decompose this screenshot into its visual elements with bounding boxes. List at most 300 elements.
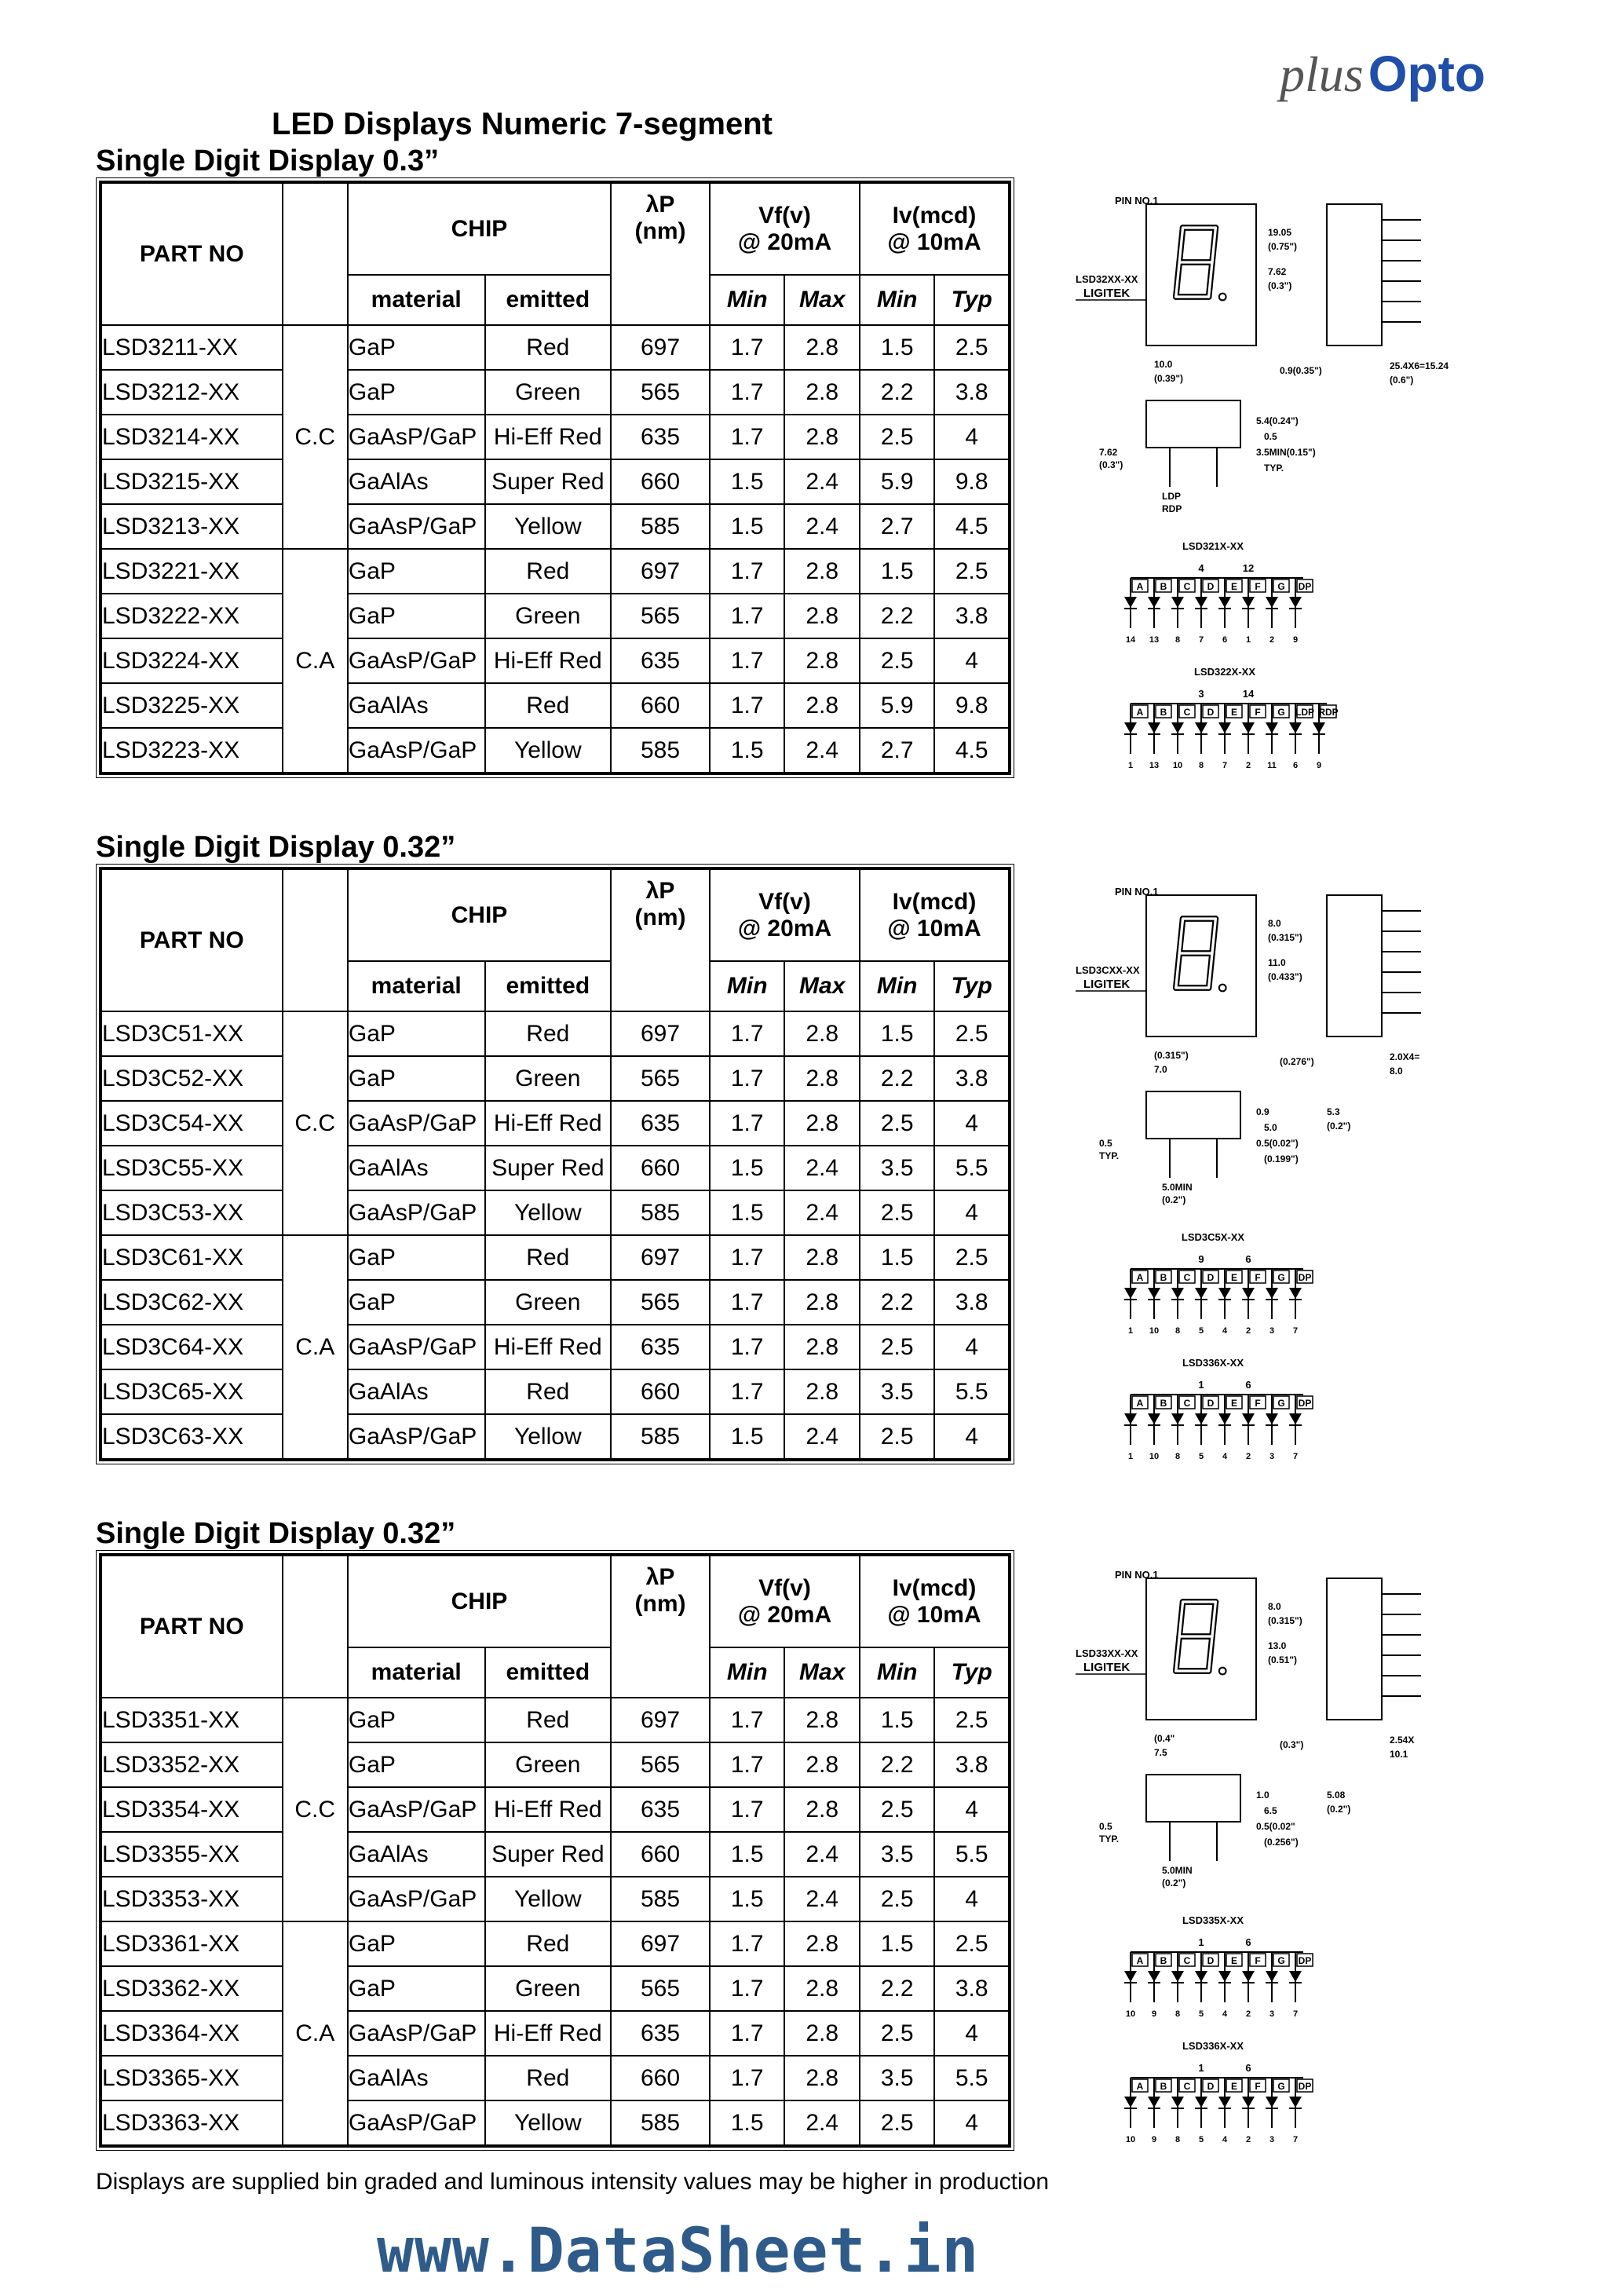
iv-typ: 4 [934, 638, 1010, 683]
vf-max: 2.8 [784, 1056, 859, 1101]
diode-symbol [1242, 1971, 1255, 1982]
diode-symbol [1289, 1288, 1302, 1299]
segment-letter: B [1160, 707, 1167, 718]
pin-number: 3 [1269, 2009, 1275, 2019]
common-pin: 14 [1242, 688, 1255, 700]
diode-symbol [1242, 597, 1255, 608]
common-pin: 1 [1198, 1936, 1204, 1948]
table-row [100, 728, 1010, 773]
dimension-label: 8.0 [1390, 1066, 1403, 1077]
segment-letter: B [1160, 2081, 1167, 2092]
iv-min: 2.5 [860, 1787, 934, 1832]
dimension-label: (0.51") [1268, 1654, 1298, 1665]
pin-number: 1 [1127, 761, 1134, 770]
brand-label: LIGITEK [1083, 1661, 1131, 1674]
dimension-label: 8.0 [1268, 1601, 1281, 1612]
dimension-label: (0.315") [1154, 1050, 1189, 1061]
package-diagram [1068, 188, 1476, 805]
part-number: LSD3C63-XX [100, 1414, 283, 1460]
vf-min: 1.7 [710, 1280, 784, 1325]
diode-symbol [1195, 1971, 1207, 1982]
common-pin: 12 [1242, 562, 1255, 574]
package-bottom-outline [1146, 1091, 1240, 1139]
table-row [100, 1877, 1010, 1921]
dimension-label: (0.2") [1162, 1194, 1186, 1205]
pin-number: 10 [1172, 761, 1183, 770]
segment-letter: D [1207, 1398, 1215, 1409]
segment-letter: A [1136, 707, 1144, 718]
pin-number: 10 [1125, 2135, 1136, 2144]
part-number: LSD3C61-XX [100, 1235, 283, 1280]
iv-typ: 5.5 [934, 1369, 1010, 1414]
diode-symbol [1195, 597, 1207, 608]
diode-symbol [1124, 722, 1137, 733]
emitted-color: Green [485, 370, 611, 415]
dimension-label: 13.0 [1268, 1640, 1287, 1651]
table-row [100, 504, 1010, 549]
dimension-label: 0.9 [1256, 1106, 1269, 1117]
diode-symbol [1289, 2097, 1302, 2108]
emitted-color: Red [485, 325, 611, 370]
col-header-iv [860, 868, 1010, 961]
diode-symbol [1124, 1288, 1137, 1299]
iv-min: 2.5 [860, 1877, 934, 1921]
dimension-label: (0.75") [1268, 241, 1298, 252]
diode-symbol [1289, 1413, 1302, 1424]
segment-letter: D [1207, 1272, 1215, 1283]
segment-letter: DP [1298, 1398, 1312, 1409]
segment-letter: B [1160, 581, 1167, 592]
vf-min: 1.5 [710, 728, 784, 773]
col-header-vf [710, 868, 860, 961]
pin-one-label: PIN NO.1 [1115, 886, 1159, 898]
diode-symbol [1242, 1288, 1255, 1299]
dimension-label: 1.0 [1256, 1790, 1269, 1801]
emitted-color: Green [485, 1966, 611, 2011]
col-header-vf-min: Min [710, 1647, 784, 1698]
vf-min: 1.7 [710, 325, 784, 370]
iv-min: 2.5 [860, 638, 934, 683]
chip-material: GaP [348, 1056, 485, 1101]
dimension-label: (0.276") [1280, 1056, 1314, 1067]
table-row [100, 1235, 1010, 1280]
diode-symbol [1218, 1971, 1231, 1982]
table-row [100, 370, 1010, 415]
brand-logo-opto: Opto [1368, 46, 1485, 102]
chip-material: GaP [348, 1742, 485, 1787]
emitted-color: Red [485, 549, 611, 594]
package-drawing [1068, 1563, 1476, 2175]
pin-one-label: PIN NO.1 [1115, 195, 1159, 207]
dimension-label: 3.5MIN(0.15") [1256, 447, 1316, 458]
part-number: LSD3215-XX [100, 459, 283, 504]
package-drawing [1068, 879, 1476, 1492]
iv-typ: 2.5 [934, 1698, 1010, 1742]
chip-material: GaAsP/GaP [348, 504, 485, 549]
wavelength: 697 [611, 1698, 710, 1742]
col-header-chip: CHIP [348, 1555, 611, 1647]
dimension-label: 7.0 [1154, 1064, 1167, 1075]
iv-min: 1.5 [860, 1011, 934, 1056]
vf-min: 1.7 [710, 370, 784, 415]
segment-letter: C [1183, 1955, 1191, 1966]
diode-symbol [1171, 1288, 1184, 1299]
chip-material: GaAsP/GaP [348, 2011, 485, 2056]
vf-min: 1.5 [710, 1832, 784, 1877]
table-row [100, 1146, 1010, 1190]
vf-max: 2.8 [784, 549, 859, 594]
pin-number: 2 [1245, 2009, 1251, 2019]
dimension-label: 11.0 [1268, 957, 1286, 968]
segment-letter: C [1183, 581, 1191, 592]
vf-min: 1.7 [710, 1966, 784, 2011]
dimension-label: 5.0MIN [1162, 1865, 1193, 1876]
group-label: C.C [283, 325, 348, 549]
iv-typ: 4 [934, 415, 1010, 459]
wavelength: 697 [611, 325, 710, 370]
wavelength: 635 [611, 638, 710, 683]
dimension-label: 5.08 [1327, 1790, 1346, 1801]
iv-min: 2.7 [860, 728, 934, 773]
segment-letter: G [1277, 2081, 1285, 2092]
segment-letter: F [1255, 581, 1261, 592]
part-number: LSD3354-XX [100, 1787, 283, 1832]
pin-number: 8 [1174, 2135, 1181, 2144]
table-row [100, 683, 1010, 728]
pin-number: 8 [1174, 2009, 1181, 2019]
part-number: LSD3352-XX [100, 1742, 283, 1787]
iv-min: 2.2 [860, 1280, 934, 1325]
dp-dot [1219, 294, 1226, 301]
pin-number: 10 [1149, 1452, 1160, 1461]
segment-letter: F [1255, 707, 1261, 718]
dimension-label: 5.0 [1264, 1122, 1277, 1133]
part-number: LSD3211-XX [100, 325, 283, 370]
table-row [100, 1698, 1010, 1742]
pin-number: 6 [1292, 761, 1299, 770]
col-header-part-no: PART NO [100, 1555, 283, 1698]
col-header-iv-min: Min [860, 961, 934, 1011]
segment-letter: D [1207, 581, 1215, 592]
table-row [100, 1742, 1010, 1787]
vf-min: 1.7 [710, 594, 784, 638]
col-header-wavelength-label: λP [645, 878, 675, 904]
wavelength: 585 [611, 1414, 710, 1460]
table-row [100, 2100, 1010, 2146]
iv-min: 2.2 [860, 1056, 934, 1101]
iv-min: 2.5 [860, 1101, 934, 1146]
diode-symbol [1148, 597, 1160, 608]
iv-min: 2.5 [860, 415, 934, 459]
dp-dot [1219, 985, 1226, 992]
dimension-label: 0.5(0.02") [1256, 1138, 1299, 1149]
iv-min: 2.5 [860, 2100, 934, 2146]
iv-min: 3.5 [860, 1832, 934, 1877]
iv-typ: 4 [934, 1325, 1010, 1369]
watermark: www.DataSheet.in [377, 2216, 980, 2287]
col-header-material: material [348, 1647, 485, 1698]
segment-letter: A [1136, 581, 1144, 592]
part-number: LSD3365-XX [100, 2056, 283, 2100]
chip-material: GaAlAs [348, 683, 485, 728]
part-number: LSD3353-XX [100, 1877, 283, 1921]
package-bottom-outline [1146, 400, 1240, 448]
chip-material: GaAsP/GaP [348, 638, 485, 683]
part-number: LSD3351-XX [100, 1698, 283, 1742]
vf-max: 2.8 [784, 2011, 859, 2056]
dimension-label: (0.3") [1099, 459, 1123, 470]
part-number: LSD3213-XX [100, 504, 283, 549]
section-title: Single Digit Display 0.32” [96, 831, 456, 864]
vf-min: 1.7 [710, 1698, 784, 1742]
chip-material: GaAsP/GaP [348, 1877, 485, 1921]
iv-typ: 3.8 [934, 1742, 1010, 1787]
part-number: LSD3214-XX [100, 415, 283, 459]
col-header-iv-min: Min [860, 1647, 934, 1698]
group-label: C.C [283, 1011, 348, 1235]
page-title: LED Displays Numeric 7-segment [272, 107, 773, 141]
diode-symbol [1124, 1413, 1137, 1424]
segment-letter: G [1277, 707, 1285, 718]
segment-letter: D [1207, 1955, 1215, 1966]
pin-number: 6 [1222, 635, 1228, 645]
dimension-label: (0.315") [1268, 1615, 1302, 1626]
emitted-color: Green [485, 1280, 611, 1325]
iv-typ: 9.8 [934, 683, 1010, 728]
table-row [100, 638, 1010, 683]
diode-symbol [1148, 1413, 1160, 1424]
emitted-color: Yellow [485, 1414, 611, 1460]
chip-material: GaP [348, 1235, 485, 1280]
table-row [100, 325, 1010, 370]
emitted-color: Hi-Eff Red [485, 638, 611, 683]
chip-material: GaP [348, 1011, 485, 1056]
table-row [100, 1056, 1010, 1101]
vf-min: 1.5 [710, 504, 784, 549]
segment-letter: DP [1298, 1272, 1312, 1283]
package-side-outline [1327, 1578, 1382, 1720]
chip-material: GaAlAs [348, 1832, 485, 1877]
col-header-wavelength-label: λP [645, 192, 675, 218]
pin-number: 2 [1269, 635, 1275, 645]
dimension-label: (0.199") [1264, 1153, 1299, 1164]
spec-section [96, 1514, 1011, 2148]
segment-letter: F [1255, 2081, 1261, 2092]
emitted-color: Green [485, 594, 611, 638]
pin-number: 8 [1198, 761, 1204, 770]
emitted-color: Hi-Eff Red [485, 1325, 611, 1369]
dimension-label: 0.5 [1264, 431, 1277, 442]
vf-min: 1.7 [710, 2056, 784, 2100]
part-number: LSD3223-XX [100, 728, 283, 773]
model-label: LSD33XX-XX [1076, 1647, 1138, 1659]
part-number: LSD3364-XX [100, 2011, 283, 2056]
iv-min: 3.5 [860, 1369, 934, 1414]
table-row [100, 459, 1010, 504]
emitted-color: Yellow [485, 2100, 611, 2146]
segment-letter: G [1277, 1272, 1285, 1283]
vf-max: 2.8 [784, 2056, 859, 2100]
spec-section [96, 141, 1011, 775]
diode-symbol [1148, 2097, 1160, 2108]
col-header-wavelength-label: λP [645, 1564, 675, 1590]
segment-letter: F [1255, 1272, 1261, 1283]
col-header-iv-label: Iv(mcd) [892, 888, 977, 915]
section-title: Single Digit Display 0.3” [96, 144, 440, 177]
pin-number: 5 [1198, 2009, 1204, 2019]
iv-typ: 4 [934, 2100, 1010, 2146]
segment-letter: G [1277, 1398, 1285, 1409]
wavelength: 660 [611, 683, 710, 728]
col-header-iv-cond: @ 10mA [887, 915, 981, 941]
vf-max: 2.8 [784, 683, 859, 728]
pin-number: 7 [1222, 761, 1228, 770]
diode-symbol [1289, 1971, 1302, 1982]
pin-number: 3 [1269, 1452, 1275, 1461]
diode-symbol [1266, 1288, 1278, 1299]
col-header-iv-label: Iv(mcd) [892, 202, 977, 229]
vf-max: 2.8 [784, 594, 859, 638]
table-row [100, 2056, 1010, 2100]
circuit-name: LSD336X-XX [1182, 1357, 1244, 1369]
diode-symbol [1289, 722, 1302, 733]
vf-min: 1.7 [710, 1369, 784, 1414]
segment-letter: DP [1298, 581, 1312, 592]
col-header-iv-cond: @ 10mA [887, 229, 981, 255]
col-header-wavelength-unit: (nm) [634, 1591, 686, 1617]
pin-number: 13 [1149, 761, 1160, 770]
dimension-label: 7.5 [1154, 1747, 1167, 1758]
spec-table [99, 867, 1011, 1461]
segment-letter: E [1230, 2081, 1238, 2092]
pin-number: 9 [1151, 2009, 1157, 2019]
part-number: LSD3C65-XX [100, 1369, 283, 1414]
col-header-vf-max: Max [784, 961, 859, 1011]
group-label: C.A [283, 1921, 348, 2146]
emitted-color: Super Red [485, 1146, 611, 1190]
emitted-color: Super Red [485, 1832, 611, 1877]
segment-letter: A [1136, 2081, 1144, 2092]
diode-symbol [1242, 2097, 1255, 2108]
emitted-color: Green [485, 1742, 611, 1787]
common-pin: 6 [1245, 1253, 1251, 1265]
col-header-emitted: emitted [485, 1647, 611, 1698]
chip-material: GaAlAs [348, 1369, 485, 1414]
pin-circuit [1124, 1231, 1313, 1336]
common-pin: 6 [1245, 1379, 1251, 1391]
dimension-label: 19.05 [1268, 227, 1292, 238]
vf-min: 1.7 [710, 1742, 784, 1787]
chip-material: GaP [348, 325, 485, 370]
iv-typ: 4 [934, 1877, 1010, 1921]
table-row [100, 549, 1010, 594]
col-header-vf-max: Max [784, 275, 859, 325]
col-header-type [283, 868, 348, 1011]
col-header-wavelength [611, 868, 710, 1011]
iv-min: 1.5 [860, 1698, 934, 1742]
package-diagram [1068, 879, 1476, 1496]
diode-symbol [1266, 1971, 1278, 1982]
col-header-iv [860, 1555, 1010, 1647]
dimension-label: 5.4(0.24") [1256, 415, 1299, 426]
circuit-name: LSD335X-XX [1182, 1914, 1244, 1926]
segment-letter: B [1160, 1955, 1167, 1966]
vf-max: 2.8 [784, 370, 859, 415]
common-pin: 3 [1198, 688, 1204, 700]
dimension-label: (0.6") [1390, 375, 1414, 386]
pin-circuit [1124, 666, 1339, 770]
wavelength: 635 [611, 1787, 710, 1832]
iv-min: 1.5 [860, 549, 934, 594]
group-label: C.A [283, 1235, 348, 1460]
dp-dot [1219, 1668, 1226, 1675]
iv-typ: 2.5 [934, 549, 1010, 594]
table-row [100, 594, 1010, 638]
iv-typ: 3.8 [934, 594, 1010, 638]
part-number: LSD3C54-XX [100, 1101, 283, 1146]
pin-number: 3 [1269, 2135, 1275, 2144]
common-pin: 1 [1198, 2062, 1204, 2074]
dimension-label: (0.3") [1280, 1739, 1304, 1750]
part-number: LSD3212-XX [100, 370, 283, 415]
dimension-label: (0.3") [1268, 280, 1292, 291]
segment-letter: C [1183, 1272, 1191, 1283]
pin-number: 1 [1127, 1452, 1134, 1461]
vf-max: 2.8 [784, 1280, 859, 1325]
pin-number: 4 [1222, 2135, 1228, 2144]
table-row [100, 1280, 1010, 1325]
vf-max: 2.4 [784, 728, 859, 773]
col-header-wavelength [611, 1555, 710, 1698]
iv-typ: 2.5 [934, 1921, 1010, 1966]
diode-symbol [1171, 597, 1184, 608]
diode-symbol [1266, 597, 1278, 608]
iv-min: 2.5 [860, 1325, 934, 1369]
iv-typ: 4 [934, 1190, 1010, 1235]
vf-min: 1.5 [710, 2100, 784, 2146]
pin-number: 13 [1149, 635, 1160, 645]
emitted-color: Red [485, 2056, 611, 2100]
table-row [100, 2011, 1010, 2056]
part-number: LSD3355-XX [100, 1832, 283, 1877]
part-number: LSD3C55-XX [100, 1146, 283, 1190]
col-header-chip: CHIP [348, 182, 611, 275]
diode-symbol [1218, 597, 1231, 608]
iv-typ: 5.5 [934, 2056, 1010, 2100]
circuit-name: LSD336X-XX [1182, 2040, 1244, 2052]
chip-material: GaAsP/GaP [348, 1101, 485, 1146]
vf-min: 1.7 [710, 638, 784, 683]
vf-max: 2.4 [784, 504, 859, 549]
iv-typ: 9.8 [934, 459, 1010, 504]
col-header-vf-label: Vf(v) [758, 1574, 811, 1601]
pin-number: 9 [1151, 2135, 1157, 2144]
wavelength: 565 [611, 1056, 710, 1101]
package-bottom-outline [1146, 1775, 1240, 1822]
diode-symbol [1266, 1413, 1278, 1424]
dimension-label: 6.5 [1264, 1805, 1277, 1816]
iv-min: 2.2 [860, 370, 934, 415]
iv-min: 1.5 [860, 325, 934, 370]
iv-typ: 4 [934, 2011, 1010, 2056]
col-header-part-no: PART NO [100, 868, 283, 1011]
vf-min: 1.5 [710, 1414, 784, 1460]
col-header-vf-cond: @ 20mA [737, 1601, 832, 1628]
dimension-label: 7.62 [1268, 266, 1287, 277]
col-header-vf [710, 1555, 860, 1647]
pin-number: 4 [1222, 1326, 1228, 1336]
chip-material: GaAlAs [348, 1146, 485, 1190]
